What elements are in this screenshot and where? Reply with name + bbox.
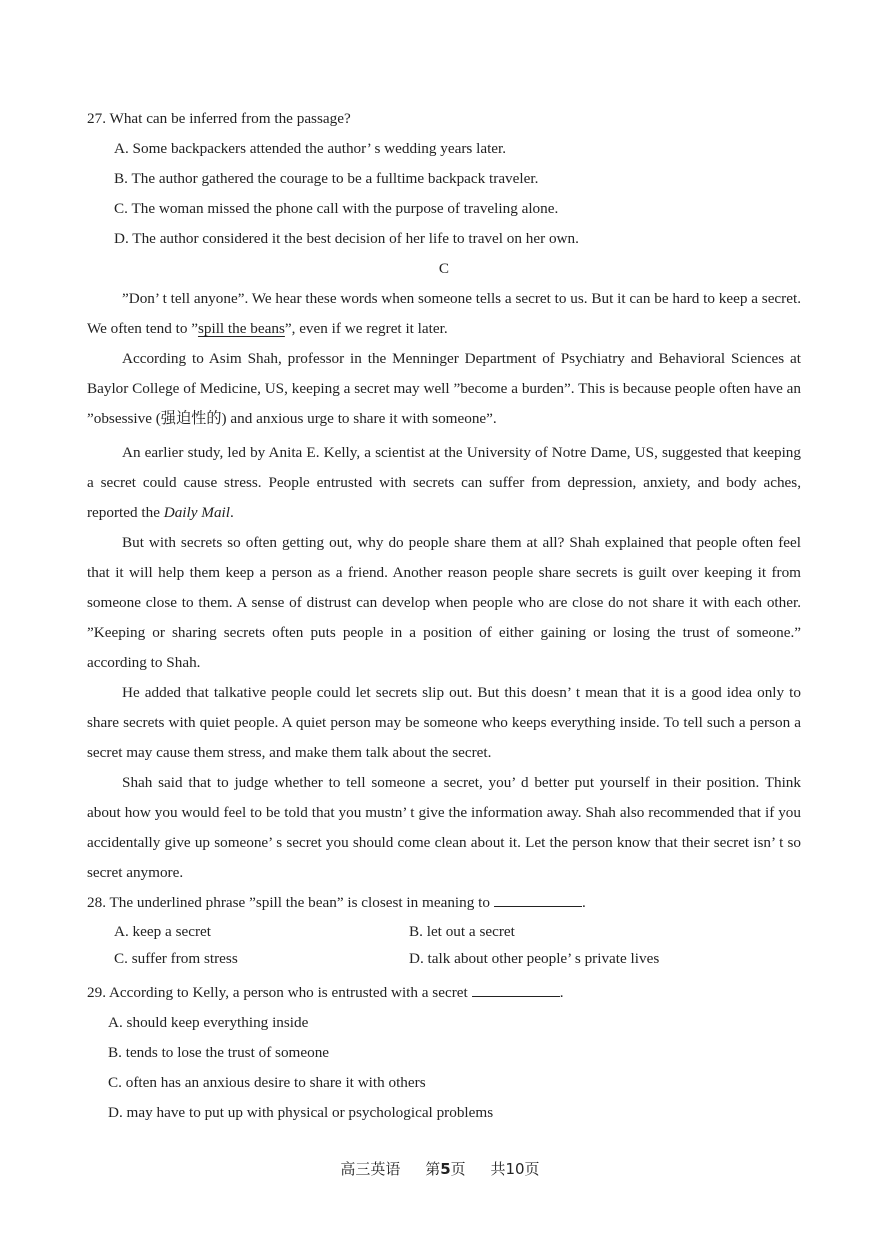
question-27-option-c: C. The woman missed the phone call with the purpose of traveling alone. — [114, 200, 559, 217]
question-27-option-d: D. The author considered it the best decision of her life to travel on her own. — [114, 230, 579, 247]
passage-paragraph-1 — [87, 284, 801, 344]
question-28-option-d: D. talk about other people’ s private lives — [409, 950, 660, 967]
underlined-phrase: spill the beans — [197, 320, 285, 337]
footer-subject: 高三英语 — [340, 1160, 401, 1178]
question-29 — [87, 978, 801, 1128]
question-29-option-d: D. may have to put up with physical or psychological problems — [108, 1104, 494, 1121]
question-28-option-a: A. keep a secret — [114, 923, 211, 940]
question-29-stem — [87, 978, 801, 1008]
passage-paragraph-2: According to Asim Shah, professor in the Menninger Department of Psychiatry and Behavioral Sciences at Baylor College of Medicine, US, keeping a secret may well ”become a burden”. This is because people often have an ”obsessive (强迫性的) and anxious urge to share it with someone”. — [87, 350, 801, 427]
question-28-option-b: B. let out a secret — [409, 923, 515, 940]
paragraph-3-text-start: An earlier study, led by Anita E. Kelly, a scientist at the University of Notre Dame, US, suggested that keeping a secret could cause stress. People entrusted with secrets can suffer from depression, anxiety, and body aches, reported the — [87, 444, 801, 521]
question-27-stem: 27. What can be inferred from the passage? — [87, 110, 351, 127]
question-28-stem-end: . — [581, 894, 586, 911]
section-label: C — [438, 260, 450, 277]
question-29-stem-text: 29. According to Kelly, a person who is entrusted with a secret — [87, 984, 468, 1001]
newspaper-name: Daily Mail — [163, 504, 230, 521]
question-28-option-c: C. suffer from stress — [114, 950, 238, 967]
question-28 — [87, 888, 801, 972]
question-28-stem-text: 28. The underlined phrase ”spill the bean” is closest in meaning to — [87, 894, 490, 911]
paragraph-1-text-end: ”, even if we regret it later. — [284, 320, 448, 337]
page-footer — [0, 1158, 880, 1179]
passage-paragraph-3 — [87, 438, 801, 528]
question-27 — [87, 104, 801, 254]
passage-paragraph-6: Shah said that to judge whether to tell someone a secret, you’ d better put yourself in their position. Think about how you would feel to be told that you mustn’ t give the information away. Shah also recommended that if you accidentally give up someone’ s secret you should come clean about it. Let the person know that their secret isn’ t so secret anymore. — [87, 774, 801, 881]
exam-page — [87, 104, 801, 1128]
question-29-option-c: C. often has an anxious desire to share it with others — [108, 1074, 426, 1091]
passage-paragraph-4: But with secrets so often getting out, why do people share them at all? Shah explained that people often feel that it will help them keep a person as a friend. Another reason people share secrets is guilt over keeping it from someone close to them. A sense of distrust can develop when people who are close do not share it with each other. ”Keeping or sharing secrets often puts people in a position of either gaining or losing the trust of someone.” according to Shah. — [87, 534, 801, 671]
answer-blank — [494, 892, 582, 907]
passage — [87, 284, 801, 888]
footer-total-pages: 共10页 — [490, 1160, 540, 1178]
question-28-options-row-1 — [87, 918, 801, 945]
question-27-option-b: B. The author gathered the courage to be a fulltime backpack traveler. — [114, 170, 539, 187]
question-28-stem — [87, 888, 801, 918]
paragraph-1-text-start: ”Don’ t tell anyone”. We hear these words when someone tells a secret to us. But it can be hard to keep a secret. We often tend to ” — [87, 290, 801, 337]
paragraph-3-text-end: . — [229, 504, 234, 521]
question-27-option-a: A. Some backpackers attended the author’ s wedding years later. — [114, 140, 507, 157]
question-29-option-b: B. tends to lose the trust of someone — [108, 1044, 330, 1061]
question-29-option-a: A. should keep everything inside — [108, 1014, 309, 1031]
footer-page-number: 第5页 — [425, 1160, 466, 1178]
answer-blank — [472, 982, 560, 997]
question-29-stem-end: . — [559, 984, 564, 1001]
question-28-options-row-2 — [87, 945, 801, 972]
passage-paragraph-5: He added that talkative people could let secrets slip out. But this doesn’ t mean that it is a good idea only to share secrets with quiet people. A quiet person may be someone who keeps everything inside. To tell such a person a secret may cause them stress, and make them talk about the secret. — [87, 684, 801, 761]
